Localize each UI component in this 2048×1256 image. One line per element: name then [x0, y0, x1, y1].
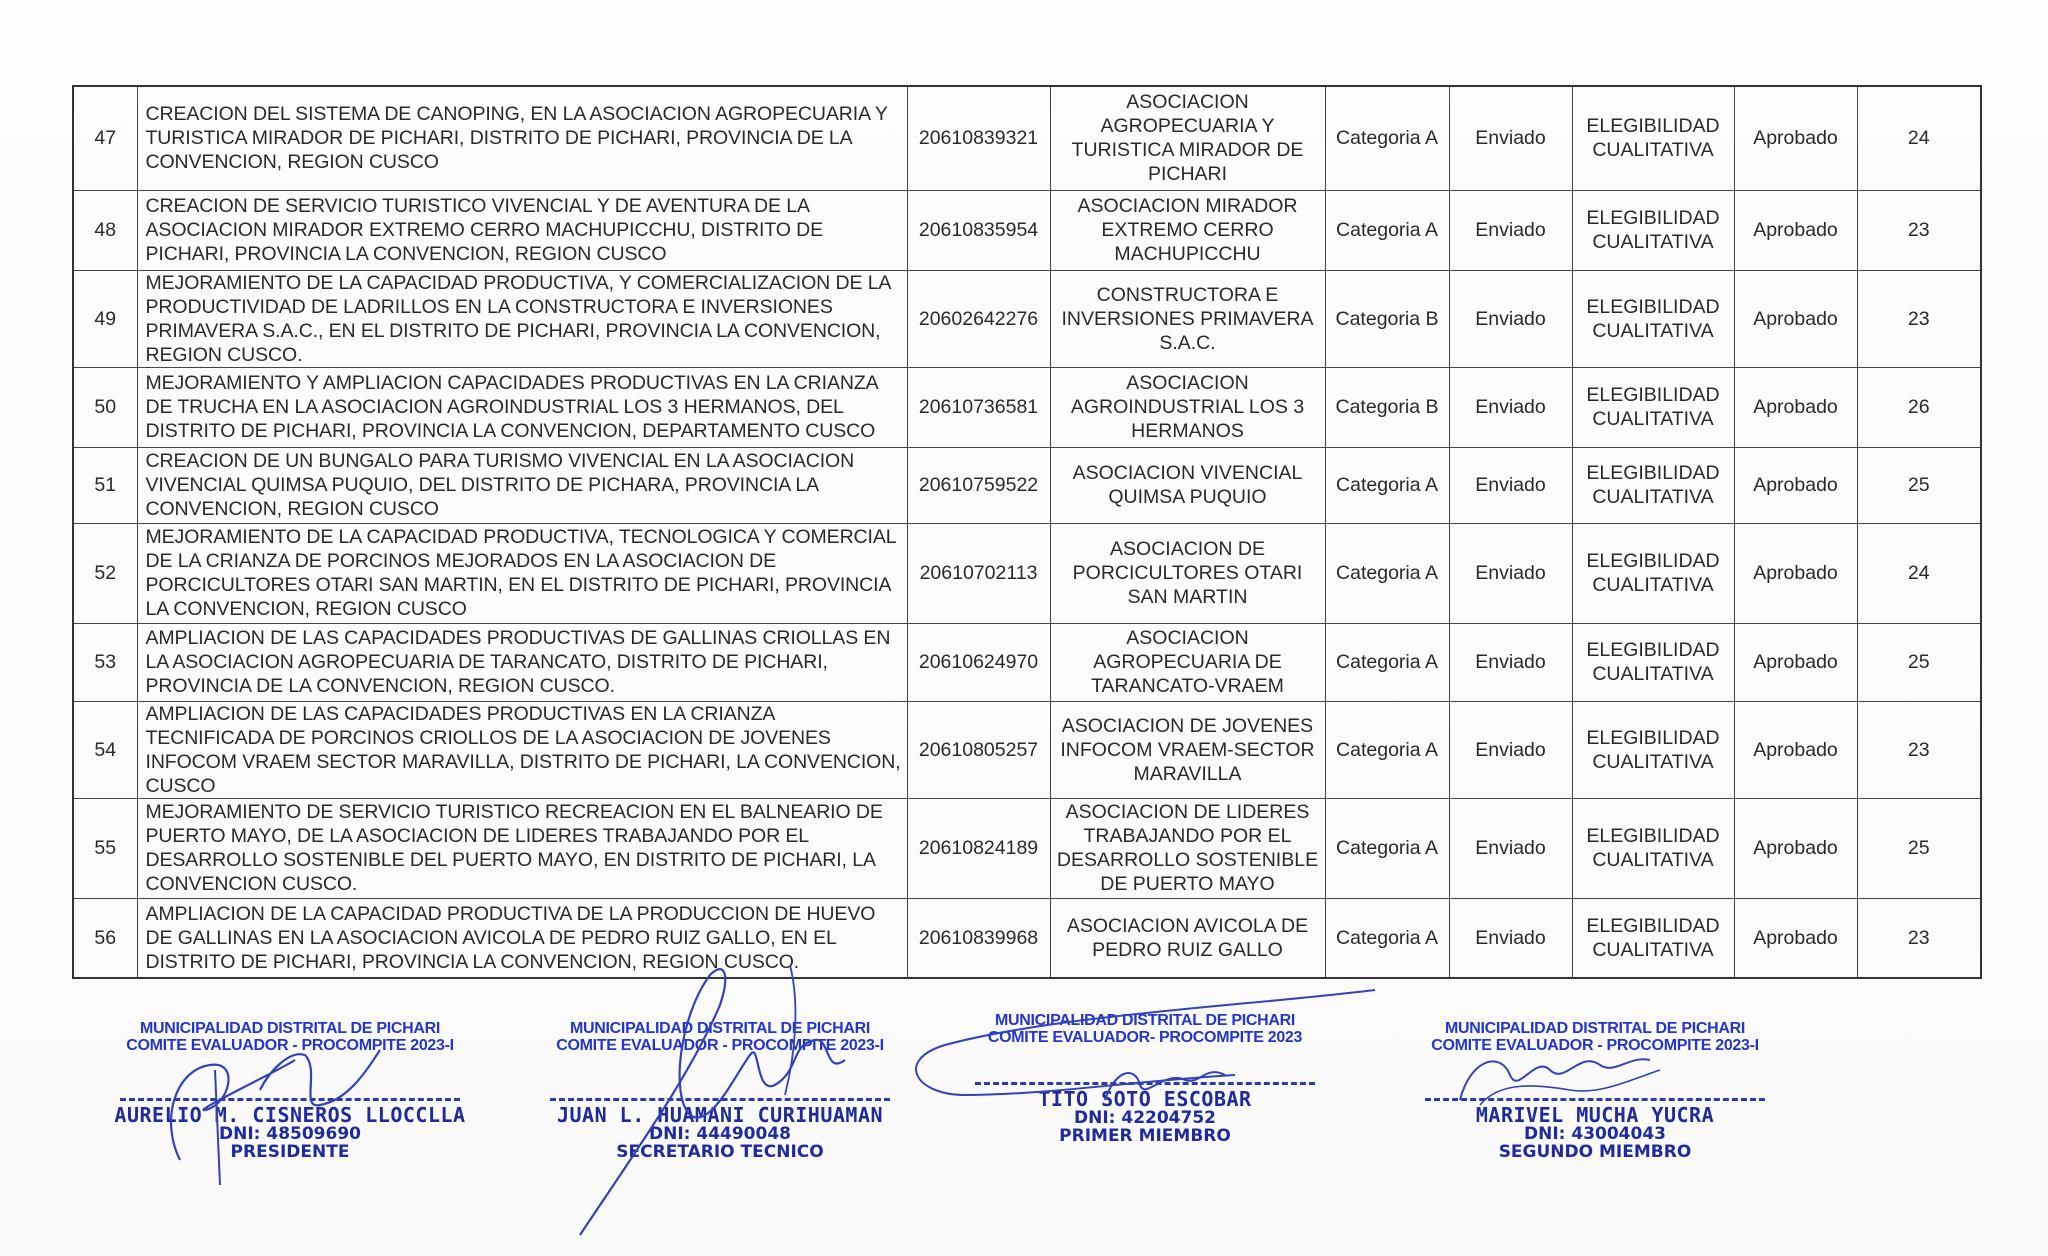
result: Aprobado	[1734, 898, 1857, 978]
project-name: MEJORAMIENTO DE LA CAPACIDAD PRODUCTIVA, TECNOLOGICA Y COMERCIAL DE LA CRIANZA DE PORCINOS MEJORADOS EN LA ASOCIACION DE PORCICULTORES OTARI SAN MARTIN, EN EL DISTRITO DE PICHARI, PROVINCIA LA CONVENCION, REGION CUSCO	[137, 523, 907, 623]
ruc-number: 20610839321	[907, 86, 1050, 190]
ruc-number: 20610624970	[907, 623, 1050, 701]
evaluation-stage: ELEGIBILIDAD CUALITATIVA	[1572, 367, 1734, 447]
signature-block-secretary	[530, 1020, 910, 1161]
stamp-org: MUNICIPALIDAD DISTRITAL DE PICHARI	[139, 1020, 441, 1037]
association-name: ASOCIACION AVICOLA DE PEDRO RUIZ GALLO	[1050, 898, 1325, 978]
signature-line	[1425, 1098, 1765, 1101]
ruc-number: 20610759522	[907, 447, 1050, 523]
score: 24	[1857, 86, 1981, 190]
project-name: AMPLIACION DE LAS CAPACIDADES PRODUCTIVAS EN LA CRIANZA TECNIFICADA DE PORCINOS CRIOLLOS DE LA ASOCIACION DE JOVENES INFOCOM VRAEM SECTOR MARAVILLA, DISTRITO DE PICHARI, LA CONVENCION, CUSCO	[137, 701, 907, 798]
category: Categoria A	[1325, 898, 1449, 978]
table-row	[73, 898, 1981, 978]
result: Aprobado	[1734, 367, 1857, 447]
score: 23	[1857, 701, 1981, 798]
signature-line	[975, 1082, 1315, 1085]
status: Enviado	[1449, 190, 1572, 270]
project-name: CREACION DE SERVICIO TURISTICO VIVENCIAL Y DE AVENTURA DE LA ASOCIACION MIRADOR EXTREMO CERRO MACHUPICCHU, DISTRITO DE PICHARI, PROVINCIA LA CONVENCION, REGION CUSCO	[137, 190, 907, 270]
table-row	[73, 367, 1981, 447]
evaluation-stage: ELEGIBILIDAD CUALITATIVA	[1572, 270, 1734, 367]
association-name: ASOCIACION AGROINDUSTRIAL LOS 3 HERMANOS	[1050, 367, 1325, 447]
category: Categoria A	[1325, 701, 1449, 798]
row-number: 47	[73, 86, 137, 190]
association-name: ASOCIACION DE PORCICULTORES OTARI SAN MARTIN	[1050, 523, 1325, 623]
ruc-number: 20602642276	[907, 270, 1050, 367]
category: Categoria A	[1325, 447, 1449, 523]
signature-block-first-member	[955, 1012, 1335, 1145]
association-name: ASOCIACION MIRADOR EXTREMO CERRO MACHUPICCHU	[1050, 190, 1325, 270]
evaluation-stage: ELEGIBILIDAD CUALITATIVA	[1572, 898, 1734, 978]
stamp-committee: COMITE EVALUADOR - PROCOMPITE 2023-I	[556, 1037, 884, 1054]
table-row	[73, 701, 1981, 798]
table-row	[73, 523, 1981, 623]
row-number: 53	[73, 623, 137, 701]
status: Enviado	[1449, 270, 1572, 367]
status: Enviado	[1449, 447, 1572, 523]
evaluation-stage: ELEGIBILIDAD CUALITATIVA	[1572, 447, 1734, 523]
association-name: ASOCIACION AGROPECUARIA DE TARANCATO-VRAEM	[1050, 623, 1325, 701]
category: Categoria A	[1325, 798, 1449, 898]
table-row	[73, 270, 1981, 367]
ruc-number: 20610702113	[907, 523, 1050, 623]
signer-name: JUAN L. HUAMANI CURIHUAMAN	[556, 1103, 884, 1127]
evaluation-table	[72, 85, 1982, 979]
result: Aprobado	[1734, 623, 1857, 701]
category: Categoria A	[1325, 190, 1449, 270]
status: Enviado	[1449, 86, 1572, 190]
row-number: 54	[73, 701, 137, 798]
project-name: CREACION DE UN BUNGALO PARA TURISMO VIVENCIAL EN LA ASOCIACION VIVENCIAL QUIMSA PUQUIO, DEL DISTRITO DE PICHARA, PROVINCIA LA CONVENCION, REGION CUSCO	[137, 447, 907, 523]
signature-block-second-member	[1405, 1020, 1785, 1161]
signer-name: TITO SOTO ESCOBAR	[1038, 1087, 1252, 1111]
signer-dni: DNI: 48509690	[218, 1124, 361, 1144]
association-name: ASOCIACION DE JOVENES INFOCOM VRAEM-SECTOR MARAVILLA	[1050, 701, 1325, 798]
row-number: 50	[73, 367, 137, 447]
evaluation-stage: ELEGIBILIDAD CUALITATIVA	[1572, 798, 1734, 898]
stamp-committee: COMITE EVALUADOR - PROCOMPITE 2023-I	[1431, 1037, 1759, 1054]
status: Enviado	[1449, 898, 1572, 978]
project-name: MEJORAMIENTO DE LA CAPACIDAD PRODUCTIVA, Y COMERCIALIZACION DE LA PRODUCTIVIDAD DE LADRILLOS EN LA CONSTRUCTORA E INVERSIONES PRIMAVERA S.A.C., EN EL DISTRITO DE PICHARI, PROVINCIA LA CONVENCION, REGION CUSCO.	[137, 270, 907, 367]
evaluation-stage: ELEGIBILIDAD CUALITATIVA	[1572, 190, 1734, 270]
result: Aprobado	[1734, 523, 1857, 623]
evaluation-stage: ELEGIBILIDAD CUALITATIVA	[1572, 623, 1734, 701]
evaluation-stage: ELEGIBILIDAD CUALITATIVA	[1572, 701, 1734, 798]
table-row	[73, 623, 1981, 701]
signer-dni: DNI: 44490048	[648, 1124, 791, 1144]
stamp-committee: COMITE EVALUADOR- PROCOMPITE 2023	[987, 1029, 1303, 1046]
ruc-number: 20610805257	[907, 701, 1050, 798]
status: Enviado	[1449, 623, 1572, 701]
status: Enviado	[1449, 367, 1572, 447]
signer-name: AURELIO M. CISNEROS LLOCCLLA	[114, 1103, 466, 1127]
evaluation-stage: ELEGIBILIDAD CUALITATIVA	[1572, 86, 1734, 190]
row-number: 51	[73, 447, 137, 523]
signature-line	[550, 1098, 890, 1101]
status: Enviado	[1449, 798, 1572, 898]
table-row	[73, 447, 1981, 523]
score: 26	[1857, 367, 1981, 447]
table-row	[73, 798, 1981, 898]
status: Enviado	[1449, 701, 1572, 798]
score: 23	[1857, 190, 1981, 270]
row-number: 48	[73, 190, 137, 270]
signature-line	[120, 1098, 460, 1101]
project-name: MEJORAMIENTO Y AMPLIACION CAPACIDADES PRODUCTIVAS EN LA CRIANZA DE TRUCHA EN LA ASOCIACION AGROINDUSTRIAL LOS 3 HERMANOS, DEL DISTRITO DE PICHARI, PROVINCIA LA CONVENCION, DEPARTAMENTO CUSCO	[137, 367, 907, 447]
category: Categoria A	[1325, 86, 1449, 190]
signer-role: SECRETARIO TECNICO	[616, 1142, 824, 1162]
result: Aprobado	[1734, 270, 1857, 367]
project-name: AMPLIACION DE LA CAPACIDAD PRODUCTIVA DE LA PRODUCCION DE HUEVO DE GALLINAS EN LA ASOCIACION AVICOLA DE PEDRO RUIZ GALLO, EN EL DISTRITO DE PICHARI, PROVINCIA LA CONVENCION, REGION CUSCO.	[137, 898, 907, 978]
status: Enviado	[1449, 523, 1572, 623]
result: Aprobado	[1734, 798, 1857, 898]
ruc-number: 20610824189	[907, 798, 1050, 898]
project-name: MEJORAMIENTO DE SERVICIO TURISTICO RECREACION EN EL BALNEARIO DE PUERTO MAYO, DE LA ASOCIACION DE LIDERES TRABAJANDO POR EL DESARROLLO SOSTENIBLE DEL PUERTO MAYO, EN DISTRITO DE PICHARI, LA CONVENCION CUSCO.	[137, 798, 907, 898]
score: 24	[1857, 523, 1981, 623]
signer-role: SEGUNDO MIEMBRO	[1498, 1142, 1692, 1162]
ruc-number: 20610839968	[907, 898, 1050, 978]
ruc-number: 20610736581	[907, 367, 1050, 447]
row-number: 55	[73, 798, 137, 898]
evaluation-stage: ELEGIBILIDAD CUALITATIVA	[1572, 523, 1734, 623]
result: Aprobado	[1734, 190, 1857, 270]
result: Aprobado	[1734, 701, 1857, 798]
association-name: ASOCIACION DE LIDERES TRABAJANDO POR EL DESARROLLO SOSTENIBLE DE PUERTO MAYO	[1050, 798, 1325, 898]
stamp-org: MUNICIPALIDAD DISTRITAL DE PICHARI	[1444, 1020, 1746, 1037]
row-number: 52	[73, 523, 137, 623]
association-name: CONSTRUCTORA E INVERSIONES PRIMAVERA S.A.C.	[1050, 270, 1325, 367]
stamp-org: MUNICIPALIDAD DISTRITAL DE PICHARI	[569, 1020, 871, 1037]
stamp-committee: COMITE EVALUADOR - PROCOMPITE 2023-I	[126, 1037, 454, 1054]
signer-role: PRESIDENTE	[230, 1142, 350, 1162]
table-row	[73, 86, 1981, 190]
ruc-number: 20610835954	[907, 190, 1050, 270]
row-number: 49	[73, 270, 137, 367]
category: Categoria A	[1325, 623, 1449, 701]
association-name: ASOCIACION AGROPECUARIA Y TURISTICA MIRADOR DE PICHARI	[1050, 86, 1325, 190]
table-row	[73, 190, 1981, 270]
score: 25	[1857, 447, 1981, 523]
category: Categoria A	[1325, 523, 1449, 623]
signer-role: PRIMER MIEMBRO	[1059, 1126, 1231, 1146]
score: 25	[1857, 623, 1981, 701]
association-name: ASOCIACION VIVENCIAL QUIMSA PUQUIO	[1050, 447, 1325, 523]
stamp-org: MUNICIPALIDAD DISTRITAL DE PICHARI	[994, 1012, 1296, 1029]
signature-block-president	[100, 1020, 480, 1161]
evaluation-table-wrapper	[72, 85, 1982, 979]
row-number: 56	[73, 898, 137, 978]
score: 23	[1857, 270, 1981, 367]
signer-name: MARIVEL MUCHA YUCRA	[1475, 1103, 1715, 1127]
project-name: AMPLIACION DE LAS CAPACIDADES PRODUCTIVAS DE GALLINAS CRIOLLAS EN LA ASOCIACION AGROPECUARIA DE TARANCATO, DISTRITO DE PICHARI, PROVINCIA DE LA CONVENCION, REGION CUSCO.	[137, 623, 907, 701]
signer-dni: DNI: 43004043	[1523, 1124, 1666, 1144]
result: Aprobado	[1734, 447, 1857, 523]
signer-dni: DNI: 42204752	[1073, 1108, 1216, 1128]
category: Categoria B	[1325, 367, 1449, 447]
project-name: CREACION DEL SISTEMA DE CANOPING, EN LA ASOCIACION AGROPECUARIA Y TURISTICA MIRADOR DE PICHARI, DISTRITO DE PICHARI, PROVINCIA DE LA CONVENCION, REGION CUSCO	[137, 86, 907, 190]
category: Categoria B	[1325, 270, 1449, 367]
score: 25	[1857, 798, 1981, 898]
result: Aprobado	[1734, 86, 1857, 190]
score: 23	[1857, 898, 1981, 978]
